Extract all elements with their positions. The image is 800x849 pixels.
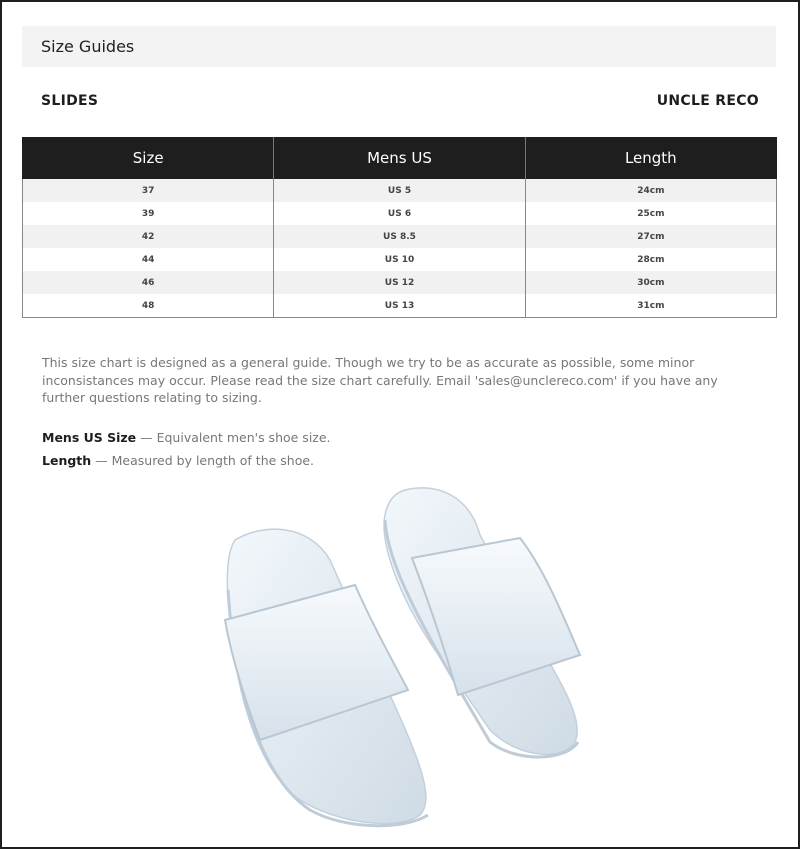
size-cell: 48	[23, 294, 274, 318]
table-row	[23, 271, 777, 294]
subheader	[41, 90, 759, 112]
brand-label: UNCLE RECO	[656, 93, 759, 109]
size-cell: 37	[23, 179, 274, 202]
length-cell: 24cm	[525, 179, 776, 202]
mens-us-cell: US 8.5	[274, 225, 525, 248]
definition-text: — Measured by length of the shoe.	[91, 453, 315, 468]
column-header-mens-us: Mens US	[274, 137, 525, 179]
size-cell: 44	[23, 248, 274, 271]
definition-mens-us-size	[42, 430, 331, 445]
table-row	[23, 225, 777, 248]
mens-us-cell: US 5	[274, 179, 525, 202]
mens-us-cell: US 10	[274, 248, 525, 271]
length-cell: 28cm	[525, 248, 776, 271]
table-row	[23, 248, 777, 271]
column-header-size: Size	[23, 137, 274, 179]
length-cell: 30cm	[525, 271, 776, 294]
definition-length	[42, 453, 314, 468]
definition-text: — Equivalent men's shoe size.	[136, 430, 331, 445]
table-row	[23, 179, 777, 202]
length-cell: 27cm	[525, 225, 776, 248]
category-label: SLIDES	[41, 93, 99, 109]
mens-us-cell: US 13	[274, 294, 525, 318]
table-row	[23, 294, 777, 318]
length-cell: 25cm	[525, 202, 776, 225]
length-cell: 31cm	[525, 294, 776, 318]
column-header-length: Length	[525, 137, 776, 179]
white-slides-icon	[190, 480, 600, 830]
mens-us-cell: US 6	[274, 202, 525, 225]
mens-us-cell: US 12	[274, 271, 525, 294]
page-title: Size Guides	[41, 37, 135, 56]
size-cell: 39	[23, 202, 274, 225]
table-row	[23, 202, 777, 225]
definition-term: Mens US Size	[42, 430, 137, 445]
definition-term: Length	[42, 453, 92, 468]
sizing-disclaimer: This size chart is designed as a general guide. Though we try to be as accurate as possible, some minor inconsistances may occur. Please read the size chart carefully. Email 'sales@unclereco.com' if you have any further questions relating to sizing.	[42, 355, 718, 405]
right-slide	[384, 488, 580, 757]
size-cell: 42	[23, 225, 274, 248]
size-guide-title-bar	[22, 26, 776, 67]
size-cell: 46	[23, 271, 274, 294]
table-header-row	[23, 137, 777, 179]
size-table	[22, 137, 777, 318]
